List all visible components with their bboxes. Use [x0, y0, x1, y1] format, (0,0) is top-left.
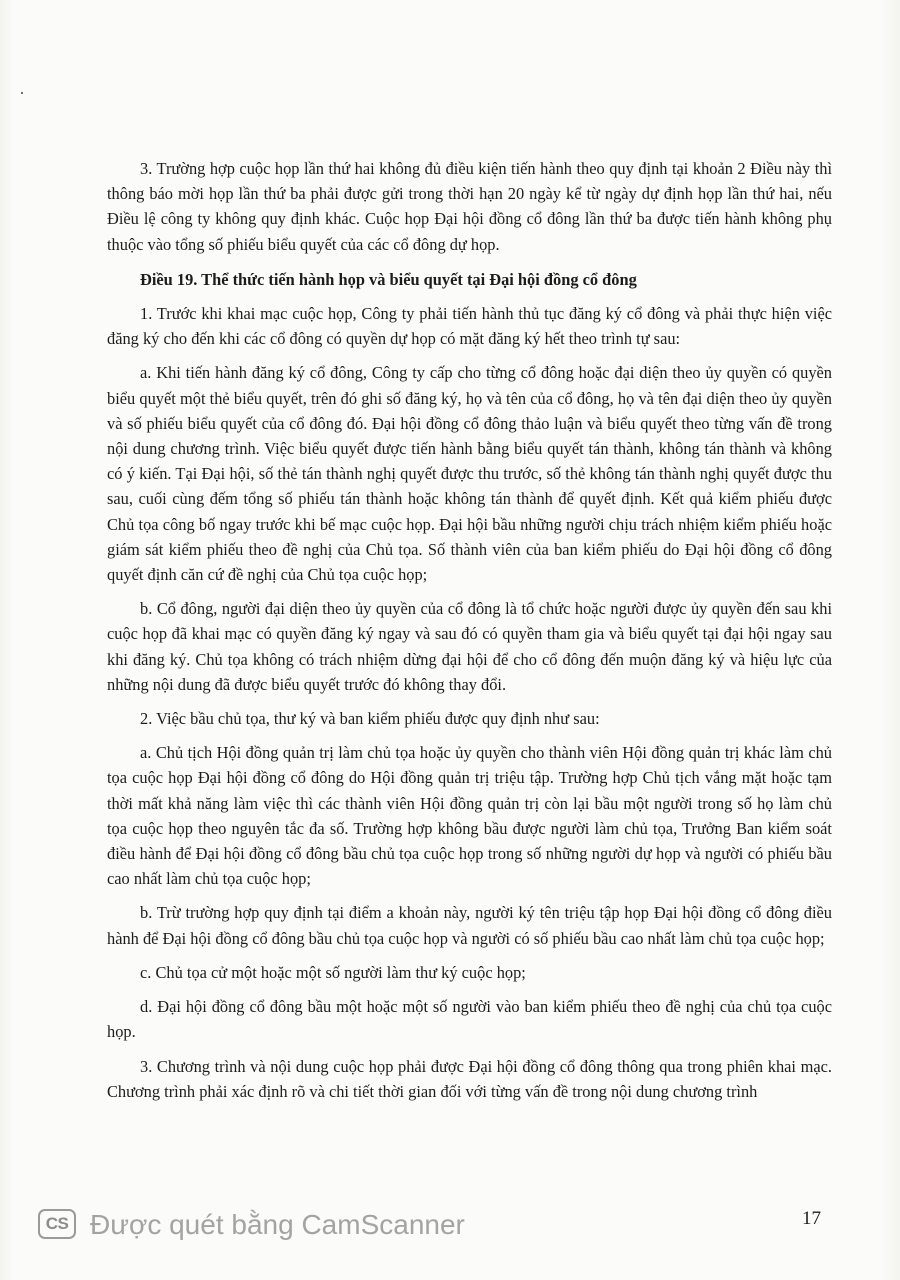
paragraph-point-c-secretary: c. Chủ tọa cử một hoặc một số người làm thư ký cuộc họp; — [140, 962, 526, 982]
page-footer — [0, 1196, 900, 1256]
paragraph-clause-3-third-meeting: 3. Trường hợp cuộc họp lần thứ hai không đủ điều kiện tiến hành theo quy định tại khoản 2 Điều này thì thông báo mời họp lần thứ ba phải được gửi trong thời hạn 20 ngày kể từ ngày dự định họp lần thứ hai, nếu Điều lệ công ty không quy định khác. Cuộc họp Đại hội đồng cổ đông lần thứ ba được tiến hành không phụ thuộc vào tổng số phiếu biểu quyết của các cổ đông dự họp. — [107, 159, 832, 254]
camscanner-logo-icon: CS — [38, 1209, 76, 1239]
article-19-heading: Điều 19. Thể thức tiến hành họp và biểu quyết tại Đại hội đồng cổ đông — [140, 269, 637, 289]
page-number: 17 — [802, 1208, 821, 1229]
paragraph-point-b-late-arrival: b. Cổ đông, người đại diện theo ủy quyền của cổ đông là tổ chức hoặc người được ủy quyền đến sau khi cuộc họp đã khai mạc có quyền đăng ký ngay và sau đó có quyền tham gia và biểu quyết tại đại hội ngay sau khi đăng ký. Chủ tọa không có trách nhiệm dừng đại hội để cho cổ đông đến muộn đăng ký và hiệu lực của những nội dung đã được biểu quyết trước đó không thay đổi. — [107, 599, 832, 694]
paragraph-point-a-chairman: a. Chủ tịch Hội đồng quản trị làm chủ tọa hoặc ủy quyền cho thành viên Hội đồng quản trị khác làm chủ tọa cuộc họp Đại hội đồng cổ đông do Hội đồng quản trị triệu tập. Trường hợp Chủ tịch vắng mặt hoặc tạm thời mất khả năng làm việc thì các thành viên Hội đồng quản trị còn lại bầu một người trong số họ làm chủ tọa cuộc họp theo nguyên tắc đa số. Trường hợp không bầu được người làm chủ tọa, Trưởng Ban kiểm soát điều hành để Đại hội đồng cổ đông bầu chủ tọa cuộc họp trong số những người dự họp và người có phiếu bầu cao nhất làm chủ tọa cuộc họp; — [107, 743, 832, 889]
paragraph-clause-2-election: 2. Việc bầu chủ tọa, thư ký và ban kiểm phiếu được quy định như sau: — [140, 709, 600, 729]
paragraph-point-d-vote-counting: d. Đại hội đồng cổ đông bầu một hoặc một số người vào ban kiểm phiếu theo đề nghị của chủ tọa cuộc họp. — [107, 997, 832, 1042]
scan-speck — [21, 92, 23, 94]
camscanner-watermark: Được quét bằng CamScanner — [90, 1209, 465, 1240]
document-body — [107, 156, 832, 1104]
paragraph-point-b-convener: b. Trừ trường hợp quy định tại điểm a khoản này, người ký tên triệu tập họp Đại hội đồng cổ đông điều hành để Đại hội đồng cổ đông bầu chủ tọa cuộc họp và người có số phiếu bầu cao nhất làm chủ tọa cuộc họp; — [107, 903, 832, 948]
paragraph-clause-1-registration: 1. Trước khi khai mạc cuộc họp, Công ty phải tiến hành thủ tục đăng ký cổ đông và phải thực hiện việc đăng ký cho đến khi các cổ đông có quyền dự họp có mặt đăng ký hết theo trình tự sau: — [107, 304, 832, 349]
paragraph-clause-3-agenda: 3. Chương trình và nội dung cuộc họp phải được Đại hội đồng cổ đông thông qua trong phiên khai mạc. Chương trình phải xác định rõ và chi tiết thời gian đối với từng vấn đề trong nội dung chương trình — [107, 1056, 832, 1101]
paragraph-point-a-voting-card: a. Khi tiến hành đăng ký cổ đông, Công ty cấp cho từng cổ đông hoặc đại diện theo ủy quyền có quyền biểu quyết một thẻ biểu quyết, trên đó ghi số đăng ký, họ và tên của cổ đông, họ và tên đại diện theo ủy quyền và số phiếu biểu quyết của cổ đông đó. Đại hội đồng cổ đông thảo luận và biểu quyết theo từng vấn đề trong nội dung chương trình. Việc biểu quyết được tiến hành bằng biểu quyết tán thành, không tán thành và không có ý kiến. Tại Đại hội, số thẻ tán thành nghị quyết được thu trước, số thẻ không tán thành nghị quyết được thu sau, cuối cùng đếm tổng số phiếu tán thành hoặc không tán thành để quyết định. Kết quả kiểm phiếu được Chủ tọa công bố ngay trước khi bế mạc cuộc họp. Đại hội bầu những người chịu trách nhiệm kiểm phiếu hoặc giám sát kiểm phiếu theo đề nghị của Chủ tọa. Số thành viên của ban kiểm phiếu do Đại hội đồng cổ đông quyết định căn cứ đề nghị của Chủ tọa cuộc họp; — [107, 363, 832, 585]
